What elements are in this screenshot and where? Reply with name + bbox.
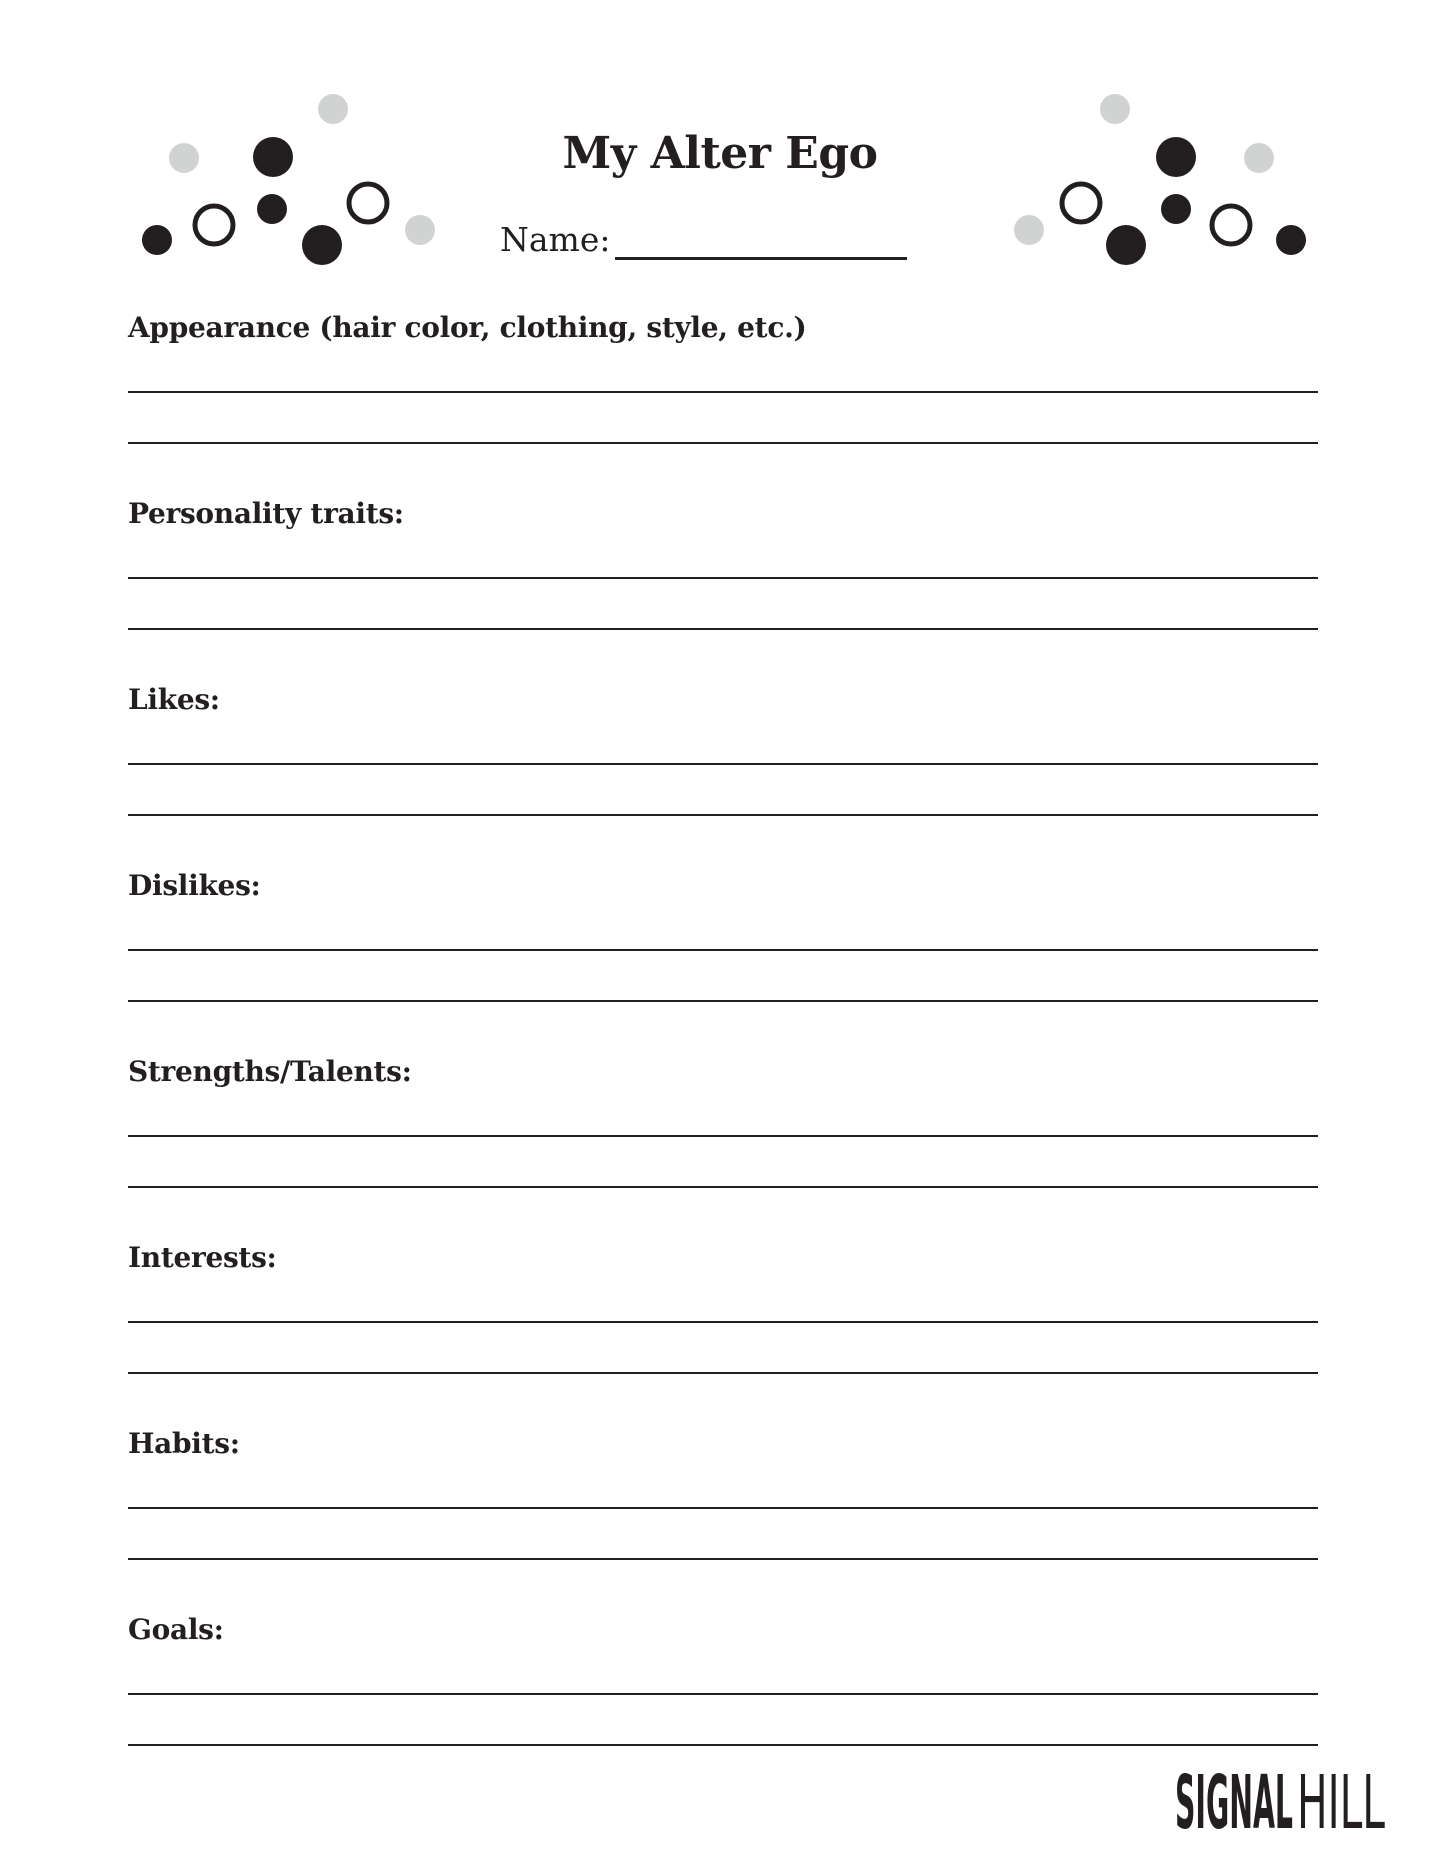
- section-label: Appearance (hair color, clothing, style, etc.): [128, 311, 807, 344]
- answer-line[interactable]: [128, 1507, 1318, 1509]
- dot-black: [302, 225, 342, 265]
- name-field: [500, 210, 907, 260]
- name-input-line[interactable]: [615, 257, 907, 260]
- name-label: Name:: [500, 220, 611, 259]
- dot-gray: [405, 215, 435, 245]
- dot-ring: [349, 184, 387, 222]
- answer-line[interactable]: [128, 1372, 1318, 1374]
- section-label: Goals:: [128, 1613, 224, 1646]
- dot-gray: [1100, 94, 1130, 124]
- answer-line[interactable]: [128, 1135, 1318, 1137]
- answer-line[interactable]: [128, 1186, 1318, 1188]
- section-likes: [128, 683, 1318, 717]
- decorative-dots-left: [130, 85, 450, 275]
- section-personality-traits: [128, 497, 1318, 531]
- signalhill-logo: [1175, 1758, 1387, 1840]
- section-label: Personality traits:: [128, 497, 404, 530]
- answer-line[interactable]: [128, 949, 1318, 951]
- dot-gray: [1244, 143, 1274, 173]
- answer-line[interactable]: [128, 763, 1318, 765]
- section-habits: [128, 1427, 1318, 1461]
- section-label: Interests:: [128, 1241, 277, 1274]
- answer-line[interactable]: [128, 391, 1318, 393]
- dot-black: [1156, 137, 1196, 177]
- answer-line[interactable]: [128, 1744, 1318, 1746]
- section-strengths-talents: [128, 1055, 1318, 1089]
- answer-line[interactable]: [128, 442, 1318, 444]
- dot-ring: [195, 206, 233, 244]
- decorative-dots-right: [1005, 85, 1325, 275]
- answer-line[interactable]: [128, 1693, 1318, 1695]
- dot-gray: [1014, 215, 1044, 245]
- answer-line[interactable]: [128, 1321, 1318, 1323]
- dot-gray: [318, 94, 348, 124]
- dot-ring: [1062, 184, 1100, 222]
- dot-black: [1106, 225, 1146, 265]
- answer-line[interactable]: [128, 628, 1318, 630]
- section-interests: [128, 1241, 1318, 1275]
- section-appearance: [128, 311, 1318, 345]
- answer-line[interactable]: [128, 1000, 1318, 1002]
- section-dislikes: [128, 869, 1318, 903]
- section-label: Habits:: [128, 1427, 240, 1460]
- section-goals: [128, 1613, 1318, 1647]
- dot-black: [142, 225, 172, 255]
- logo-text-light: HILL: [1297, 1760, 1385, 1840]
- dot-black: [1161, 194, 1191, 224]
- page-title: My Alter Ego: [562, 128, 878, 179]
- logo-text-bold: SIGNAL: [1175, 1760, 1293, 1840]
- dot-ring: [1212, 206, 1250, 244]
- dot-black: [253, 137, 293, 177]
- dot-gray: [169, 143, 199, 173]
- answer-line[interactable]: [128, 577, 1318, 579]
- answer-line[interactable]: [128, 1558, 1318, 1560]
- dot-black: [257, 194, 287, 224]
- section-label: Likes:: [128, 683, 220, 716]
- section-label: Strengths/Talents:: [128, 1055, 412, 1088]
- section-label: Dislikes:: [128, 869, 261, 902]
- answer-line[interactable]: [128, 814, 1318, 816]
- dot-black: [1276, 225, 1306, 255]
